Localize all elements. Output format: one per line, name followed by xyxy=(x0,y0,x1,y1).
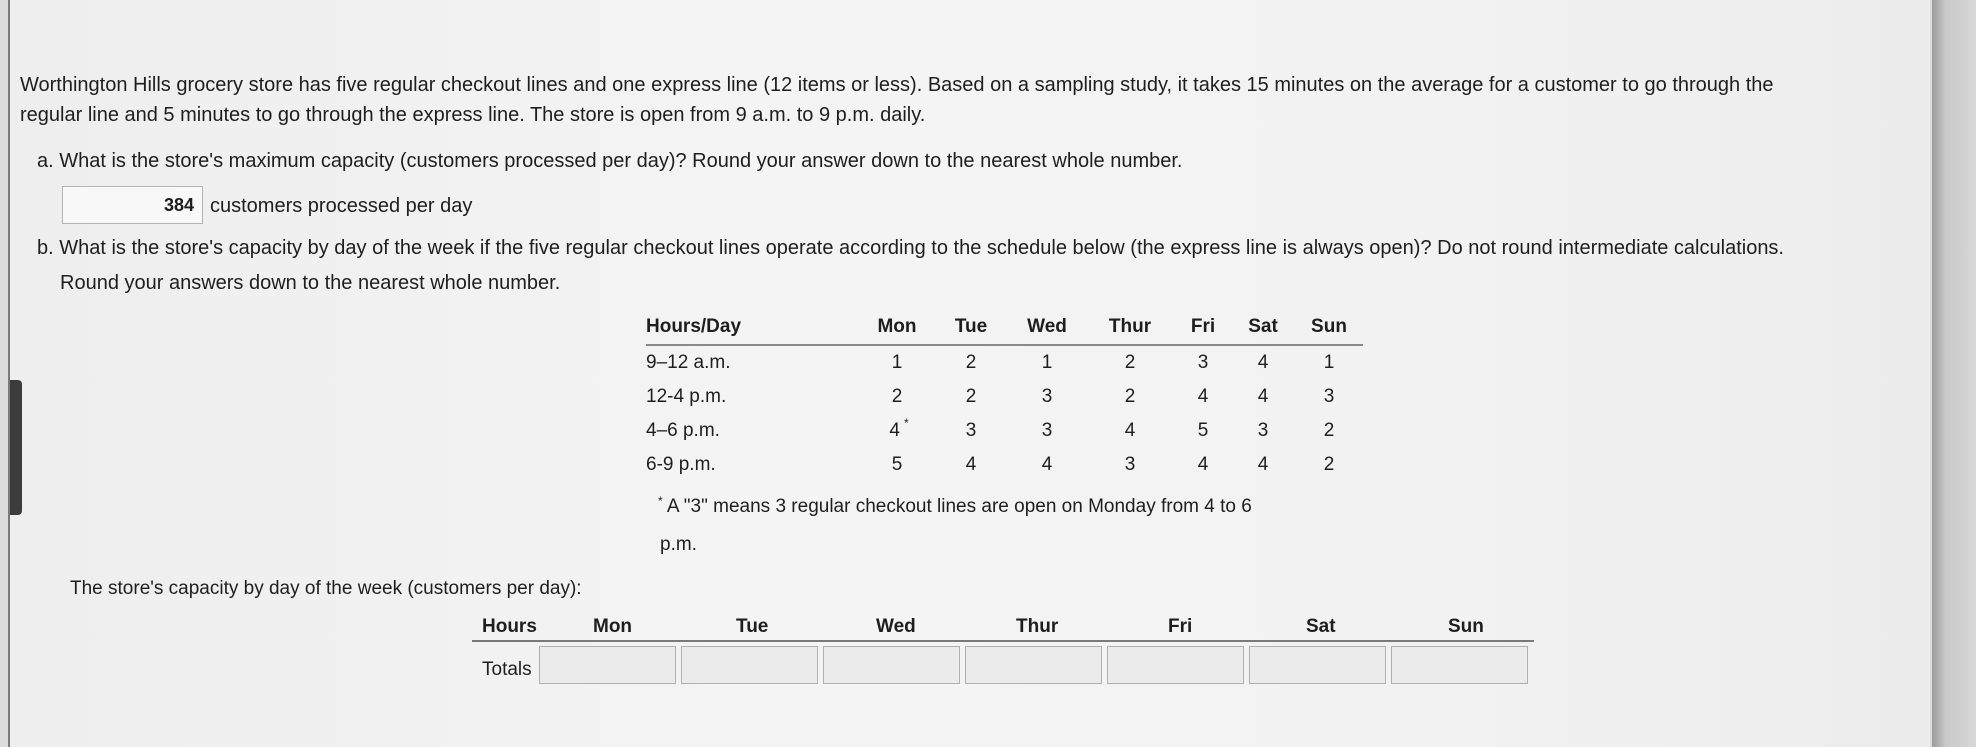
schedule-row-label: 6-9 p.m. xyxy=(646,454,716,475)
capacity-header-tue: Tue xyxy=(736,616,769,637)
schedule-header: Wed xyxy=(1009,310,1085,345)
scroll-indicator[interactable] xyxy=(10,380,22,515)
schedule-cell: 2 xyxy=(965,352,977,373)
total-input-thur[interactable] xyxy=(965,646,1102,684)
schedule-cell: 3 xyxy=(965,420,977,441)
schedule-cell: 5 xyxy=(1197,420,1209,441)
totals-row-label: Totals xyxy=(482,659,532,680)
schedule-cell-value: 4 xyxy=(889,420,900,441)
schedule-row xyxy=(646,448,1363,482)
total-input-sun[interactable] xyxy=(1391,646,1528,684)
total-input-mon[interactable] xyxy=(539,646,676,684)
total-input-tue[interactable] xyxy=(681,646,818,684)
schedule-cell: 3 xyxy=(1041,386,1053,407)
intro-line-2: regular line and 5 minutes to go through the express line. The store is open from 9 a.m. to 9 p.m. daily. xyxy=(20,104,926,126)
schedule-cell: 4 xyxy=(1197,454,1209,475)
schedule-cell: 3 xyxy=(1124,454,1136,475)
schedule-header: Tue xyxy=(933,310,1009,345)
capacity-header-sat: Sat xyxy=(1306,616,1336,637)
schedule-cell: 3 xyxy=(1041,420,1053,441)
part-b-question-line-2: Round your answers down to the nearest whole number. xyxy=(60,272,561,294)
schedule-cell: 4 xyxy=(1124,420,1136,441)
capacity-header-hours: Hours xyxy=(482,616,537,637)
footnote-marker: * xyxy=(658,494,663,508)
schedule-header: Fri xyxy=(1175,310,1231,345)
schedule-cell: 4 xyxy=(1257,386,1269,407)
part-b-question-line-1: b. What is the store's capacity by day of the week if the five regular checkout lines operate according to the schedule below (the express line is always open)? Do not round intermediate calculations. xyxy=(37,237,1784,259)
total-input-wed[interactable] xyxy=(823,646,960,684)
schedule-cell: 1 xyxy=(1323,352,1335,373)
capacity-header-sun: Sun xyxy=(1448,616,1484,637)
monitor-edge xyxy=(1932,0,1976,747)
capacity-header-fri: Fri xyxy=(1168,616,1193,637)
schedule-header: Sat xyxy=(1231,310,1295,345)
part-a-answer-field[interactable] xyxy=(62,186,203,224)
part-a-question: a. What is the store's maximum capacity (customers processed per day)? Round your answer down to the nearest whole number. xyxy=(37,150,1183,172)
part-a-unit: customers processed per day xyxy=(210,195,473,217)
capacity-header-mon: Mon xyxy=(593,616,633,637)
footnote-line-1: * A "3" means 3 regular checkout lines are open on Monday from 4 to 6 xyxy=(658,494,1252,517)
schedule-row-label: 4–6 p.m. xyxy=(646,420,720,441)
schedule-cell: 2 xyxy=(1124,352,1136,373)
schedule-cell: 2 xyxy=(1323,420,1335,441)
part-a-answer-value: 384 xyxy=(163,195,194,215)
footnote-line-2: p.m. xyxy=(660,534,697,555)
footnote-star: * xyxy=(903,416,909,430)
schedule-cell: 2 xyxy=(891,386,903,407)
capacity-header-thur: Thur xyxy=(1016,616,1059,637)
total-input-sat[interactable] xyxy=(1249,646,1386,684)
schedule-row xyxy=(646,345,1363,380)
schedule-cell: 4 xyxy=(1041,454,1053,475)
schedule-cell: 4 xyxy=(1257,352,1269,373)
schedule-header: Sun xyxy=(1295,310,1363,345)
schedule-row-label: 12-4 p.m. xyxy=(646,386,727,407)
schedule-cell: 2 xyxy=(1124,386,1136,407)
schedule-header-row xyxy=(646,310,1363,345)
schedule-cell: 2 xyxy=(1323,454,1335,475)
capacity-label: The store's capacity by day of the week (customers per day): xyxy=(70,578,582,599)
schedule-table xyxy=(646,310,1363,482)
schedule-row xyxy=(646,414,1363,448)
schedule-header: Hours/Day xyxy=(646,310,861,345)
schedule-cell: 3 xyxy=(1257,420,1269,441)
schedule-row-label: 9–12 a.m. xyxy=(646,352,731,373)
schedule-header: Thur xyxy=(1085,310,1175,345)
schedule-cell: 3 xyxy=(1323,386,1335,407)
schedule-cell: 5 xyxy=(891,454,903,475)
schedule-cell: 1 xyxy=(1041,352,1053,373)
schedule-cell: 4 xyxy=(965,454,977,475)
schedule-cell: 3 xyxy=(1197,352,1209,373)
intro-line-1: Worthington Hills grocery store has five regular checkout lines and one express line (12 items or less). Based on a sampling study, it takes 15 minutes on the average for a customer to go through the xyxy=(20,74,1774,96)
schedule-cell: 4 xyxy=(1197,386,1209,407)
schedule-cell: 2 xyxy=(965,386,977,407)
worksheet-page xyxy=(8,0,1930,747)
capacity-header xyxy=(472,608,1534,642)
schedule-cell: 1 xyxy=(891,352,903,373)
capacity-header-wed: Wed xyxy=(876,616,916,637)
schedule-row xyxy=(646,380,1363,414)
schedule-header: Mon xyxy=(861,310,933,345)
schedule-cell: 4 xyxy=(1257,454,1269,475)
schedule-cell-starred xyxy=(861,414,933,448)
total-input-fri[interactable] xyxy=(1107,646,1244,684)
